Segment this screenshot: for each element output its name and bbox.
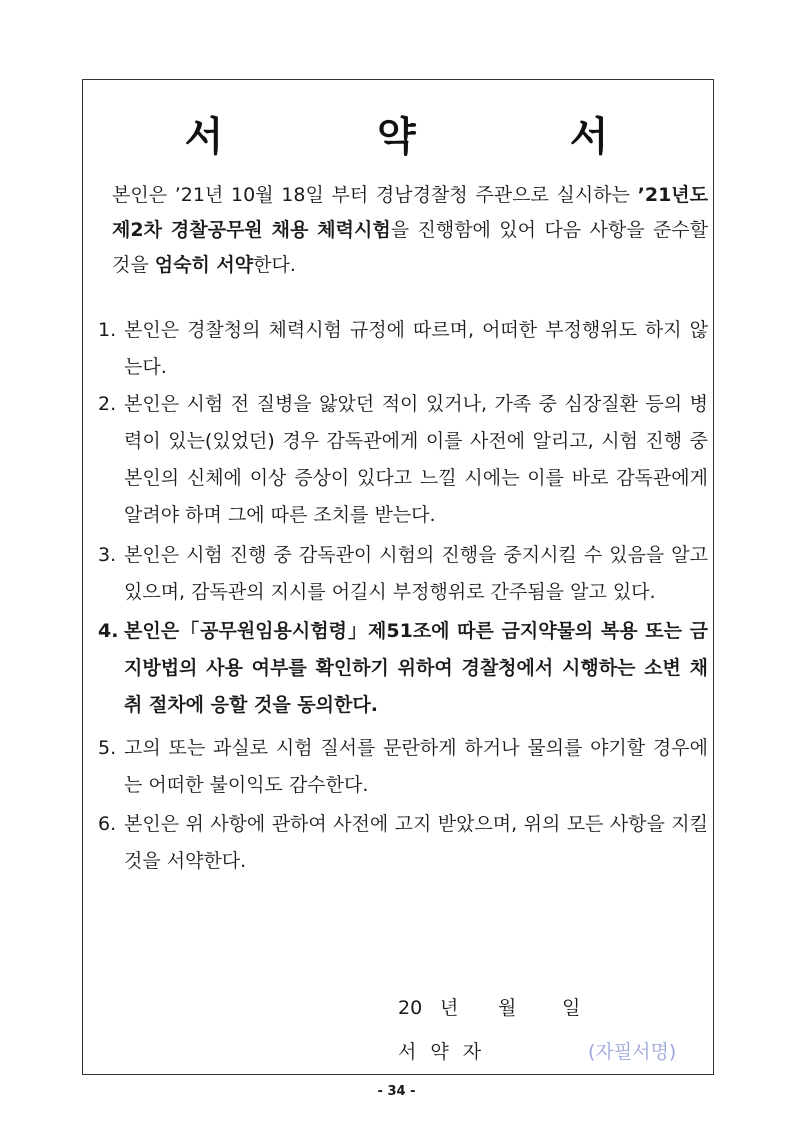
intro-text-1: 본인은 ’21년 10월 18일 부터 경남경찰청 주관으로 실시하는	[112, 184, 638, 206]
list-item	[98, 386, 708, 534]
intro-oath-emphasis: 엄숙히 서약	[154, 254, 254, 276]
intro-text-3: 한다.	[253, 254, 296, 276]
signer-label: 서 약 자	[398, 1041, 486, 1063]
list-item-number: 5.	[98, 737, 117, 759]
date-month-label: 월	[498, 997, 517, 1019]
list-item-text: 본인은 경찰청의 체력시험 규정에 따르며, 어떠한 부정행위도 하지 않는다.	[124, 319, 708, 378]
list-item-text: 고의 또는 과실로 시험 질서를 문란하게 하거나 물의를 야기할 경우에는 어떠한 불이익도 감수한다.	[124, 737, 708, 796]
list-item-text: 본인은「공무원임용시험령」제51조에 따른 금지약물의 복용 또는 금지방법의 사용 여부를 확인하기 위하여 경찰청에서 시행하는 소변 채취 절차에 응할 것을 동의한다.	[124, 620, 708, 716]
intro-paragraph	[112, 178, 708, 283]
list-item-number: 2.	[98, 393, 117, 415]
signature-placeholder: (자필서명)	[588, 1041, 677, 1063]
list-item	[98, 613, 708, 724]
date-year-label: 년	[440, 997, 459, 1019]
list-item-text: 본인은 시험 전 질병을 앓았던 적이 있거나, 가족 중 심장질환 등의 병력이 있는(있었던) 경우 감독관에게 이를 사전에 알리고, 시험 진행 중 본인의 신체에 이상 증상이 있다고 느낄 시에는 이를 바로 감독관에게 알려야 하며 그에 따른 조치를 받는다.	[124, 393, 708, 526]
list-item	[98, 537, 708, 611]
list-item	[98, 730, 708, 804]
page-number: - 34 -	[377, 1084, 416, 1099]
list-item-number: 4.	[98, 620, 119, 642]
intro-text-2: 을 진행함에 있어 다음 사항을 준수할 것을	[112, 219, 709, 276]
list-item-number: 3.	[98, 544, 117, 566]
intro-exam-name: ’21년도 제2차 경찰공무원 채용 체력시험	[112, 184, 708, 241]
date-day-label: 일	[562, 997, 581, 1019]
list-item	[98, 806, 708, 880]
list-item-number: 1.	[98, 319, 117, 341]
list-item-number: 6.	[98, 813, 117, 835]
list-item-text: 본인은 시험 진행 중 감독관이 시험의 진행을 중지시킬 수 있음을 알고 있으며, 감독관의 지시를 어길시 부정행위로 간주됨을 알고 있다.	[124, 544, 708, 603]
document-title: 서 약 서	[184, 113, 679, 160]
list-item	[98, 312, 708, 386]
date-year-prefix: 20	[398, 997, 423, 1019]
list-item-text: 본인은 위 사항에 관하여 사전에 고지 받았으며, 위의 모든 사항을 지킬 것을 서약한다.	[124, 813, 708, 872]
